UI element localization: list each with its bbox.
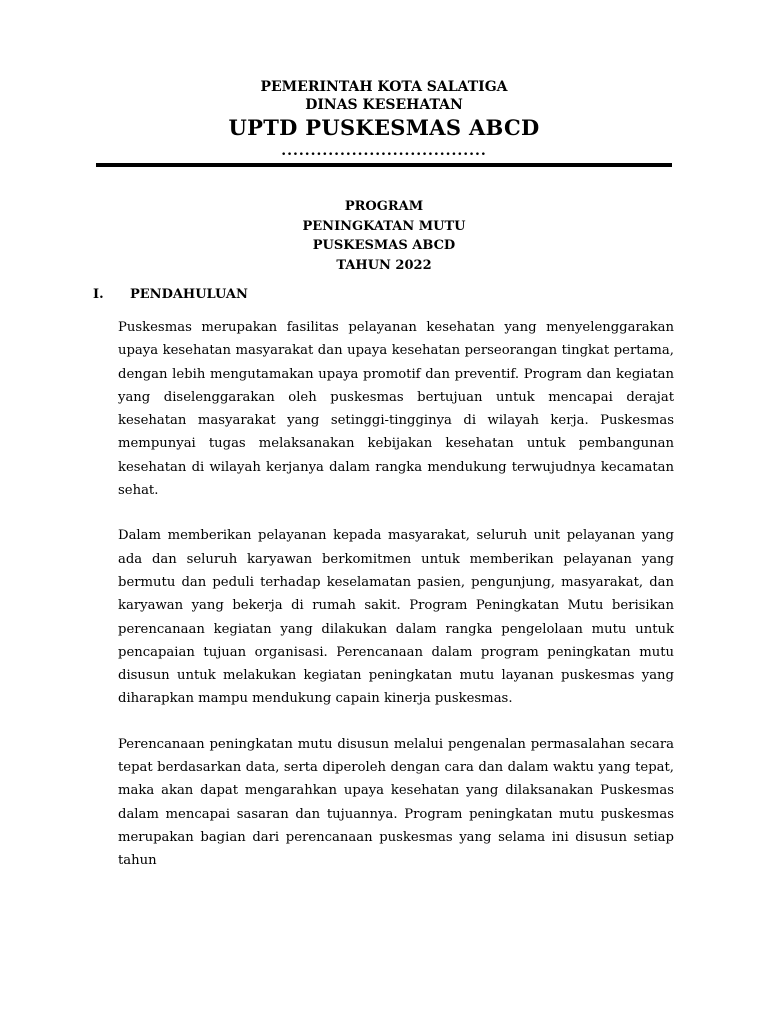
letterhead-department: DINAS KESEHATAN [305, 97, 463, 113]
letterhead-government: PEMERINTAH KOTA SALATIGA [260, 79, 508, 95]
program-title [0, 197, 768, 275]
program-title-line-3: PUSKESMAS ABCD [312, 238, 456, 253]
program-title-line-2: PENINGKATAN MUTU [302, 218, 466, 234]
letterhead-address-dots: ................................... [281, 143, 487, 159]
paragraph-2: Dalam memberikan pelayanan kepada masyarakat, seluruh unit pelayanan yang ada dan seluruh karyawan berkomitmen untuk memberikan pelayanan yang bermutu dan peduli terhadap keselamatan pasien, pengunjung, masyarakat, dan karyawan yang bekerja di rumah sakit. Program Peningkatan Mutu berisikan perencanaan kegiatan yang dilakukan dalam rangka pengelolaan mutu untuk pencapaian tujuan organisasi. Perencanaan dalam program peningkatan mutu disusun untuk melakukan kegiatan peningkatan mutu layanan puskesmas yang diharapkan mampu mendukung capain kinerja puskesmas. [118, 528, 674, 707]
paragraph-1: Puskesmas merupakan fasilitas pelayanan kesehatan yang menyelenggarakan upaya kesehatan masyarakat dan upaya kesehatan perseorangan tingkat pertama, dengan lebih mengutamakan upaya promotif dan preventif. Program dan kegiatan yang diselenggarakan oleh puskesmas bertujuan untuk mencapai derajat kesehatan masyarakat yang setinggi-tingginya di wilayah kerja. Puskesmas mempunyai tugas melaksanakan kebijakan kesehatan untuk pembangunan kesehatan di wilayah kerjanya dalam rangka mendukung terwujudnya kecamatan sehat. [118, 320, 674, 499]
letterhead [0, 78, 768, 158]
section-title: PENDAHULUAN [130, 287, 248, 302]
section-number: I. [93, 287, 104, 302]
section-body [118, 316, 674, 873]
paragraph-3: Perencanaan peningkatan mutu disusun melalui pengenalan permasalahan secara tepat berdasarkan data, serta diperoleh dengan cara dan dalam waktu yang tepat, maka akan dapat mengarahkan upaya kesehatan yang dilaksanakan Puskesmas dalam mencapai sasaran dan tujuannya. Program peningkatan mutu puskesmas merupakan bagian dari perencanaan puskesmas yang selama ini disusun setiap tahun [118, 736, 674, 869]
program-title-line-4: TAHUN 2022 [336, 257, 432, 273]
letterhead-divider [96, 163, 672, 167]
program-title-line-1: PROGRAM [344, 199, 424, 214]
letterhead-title: UPTD PUSKESMAS ABCD [228, 115, 540, 140]
